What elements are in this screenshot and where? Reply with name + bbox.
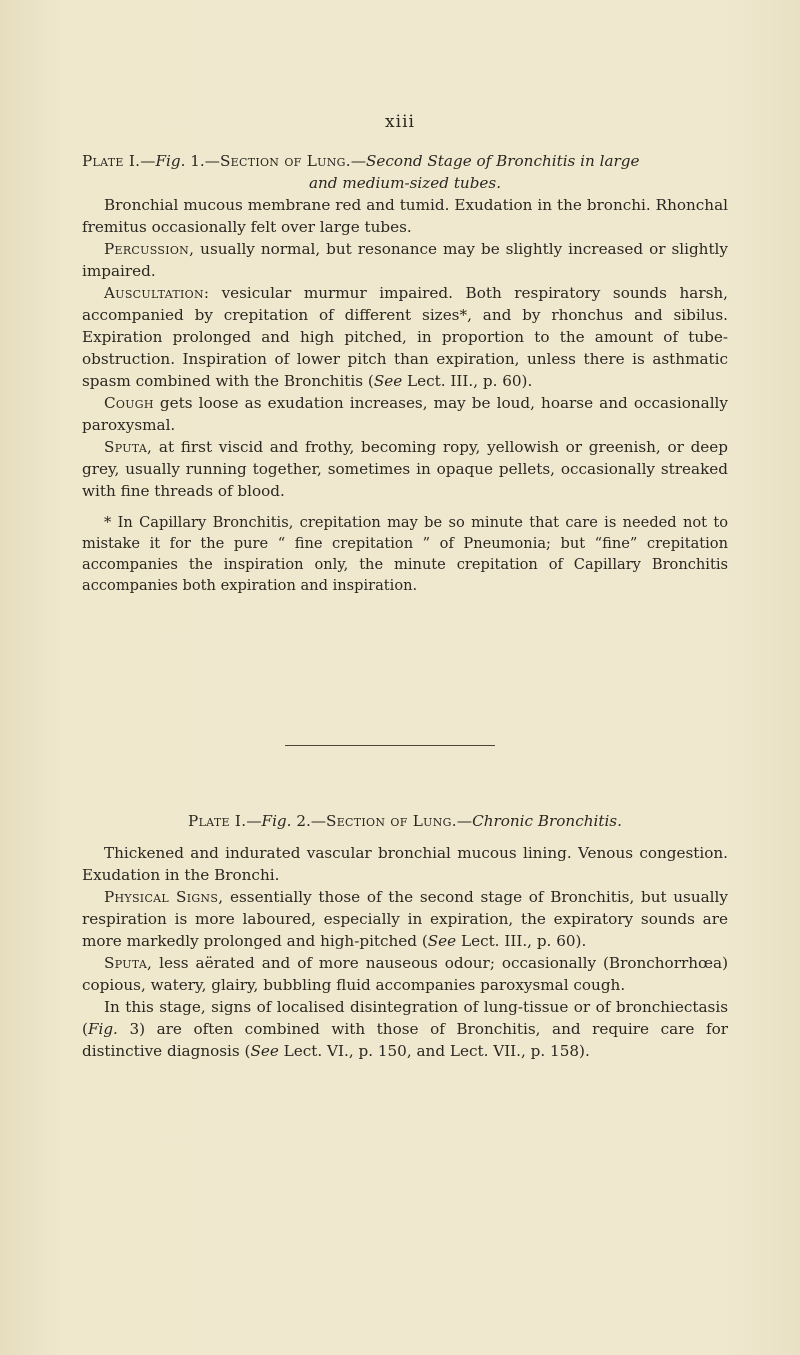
paragraph-sputa [82,952,728,996]
page-number: xiii [385,112,415,132]
paragraph-percussion [82,238,728,282]
paragraph-pathology: Thickened and indurated vascular bronchial mucous lining. Venous congestion. Exudation in the Bronchi. [82,844,728,884]
footnote: * In Capillary Bronchitis, crepitation may be so minute that care is needed not to mistake it for the pure “ fine crepitation ” of Pneumonia; but “fine” crepitation accompanies the inspiration only, the minute crepitation of Capillary Bronchitis accompanies both expiration and inspiration. [82,514,728,594]
auscultation-text: : vesicular murmur impaired. Both respiratory sounds harsh, accompanied by crepitation of different sizes*, and by rhonchus and sibilus. Expiration prolonged and high pitched, in proportion to the amount of tube-obstruction. Inspiration of lower pitch than expiration, unless there is asthmatic spasm combined with the Bronchitis ( [82,284,728,390]
fig-label: Fig. [261,812,292,830]
fig-number: 2. [296,812,311,830]
fig-number: 1. [190,152,205,170]
section-divider [285,745,495,746]
section-fig-1 [82,150,728,596]
paragraph-auscultation [82,282,728,392]
see-reference: See [250,1042,279,1060]
cough-label: Cough [104,394,154,412]
physical-signs-ref: Lect. III., p. 60). [456,932,587,950]
percussion-text: usually normal, but resonance may be slightly increased or slightly impaired. [82,240,728,280]
final-text-1: In this stage, signs of localised disintegration of lung-tissue or of bronchiectasis ( [82,998,728,1038]
percussion-label: Percussion, [104,240,195,258]
cough-text: gets loose as exudation increases, may be loud, hoarse and occasionally paroxysmal. [82,394,728,434]
paragraph-sputa [82,436,728,502]
sputa-text: at first viscid and frothy, becoming ropy, yellowish or greenish, or deep grey, usually running together, sometimes in opaque pellets, occasionally streaked with fine threads of blood. [82,438,728,500]
paragraph-cough [82,392,728,436]
auscultation-ref: Lect. III., p. 60). [402,372,533,390]
section-label: Section of Lung. [326,812,457,830]
section-2-heading: Plate I.—Fig. 2.—Section of Lung.—Chronic Bronchitis. [188,812,622,830]
fig-label: Fig. [155,152,186,170]
physical-signs-label: Physical Signs, [104,888,224,906]
see-reference: See [373,372,403,390]
paragraph-final [82,996,728,1062]
final-text-2: 3) are often combined with those of Bronchitis, and require care for distinctive diagnosis ( [82,1020,728,1060]
final-text-3: Lect. VI., p. 150, and Lect. VII., p. 158). [278,1042,590,1060]
plate-label: Plate I. [82,152,141,170]
heading-title-line2: and medium-sized tubes. [308,174,502,192]
plate-label: Plate I. [188,812,247,830]
paragraph-pathology: Bronchial mucous membrane red and tumid. Exudation in the bronchi. Rhonchal fremitus occasionally felt over large tubes. [82,196,728,236]
sputa-label: Sputa, [104,438,153,456]
fig-reference: Fig. [87,1020,118,1038]
section-fig-2 [82,810,728,1062]
heading-title-line1: Second Stage of Bronchitis in large [366,152,640,170]
sputa-text: less aërated and of more nauseous odour; occasionally (Bronchorrhœa) copious, watery, glairy, bubbling fluid accompanies paroxysmal cough. [82,954,728,994]
paragraph-physical-signs [82,886,728,952]
heading-title: Chronic Bronchitis. [472,812,622,830]
auscultation-label: Auscultation [104,284,204,302]
see-reference: See [427,932,457,950]
section-label: Section of Lung. [219,152,351,170]
section-1-heading: Plate I.—Fig. 1.—Section of Lung.—Second Stage of Bronchitis in large [82,152,640,170]
sputa-label: Sputa, [104,954,153,972]
physical-signs-text: essentially those of the second stage of Bronchitis, but usually respiration is more laboured, especially in expiration, the expiratory sounds are more markedly prolonged and high-pitched ( [82,888,728,950]
